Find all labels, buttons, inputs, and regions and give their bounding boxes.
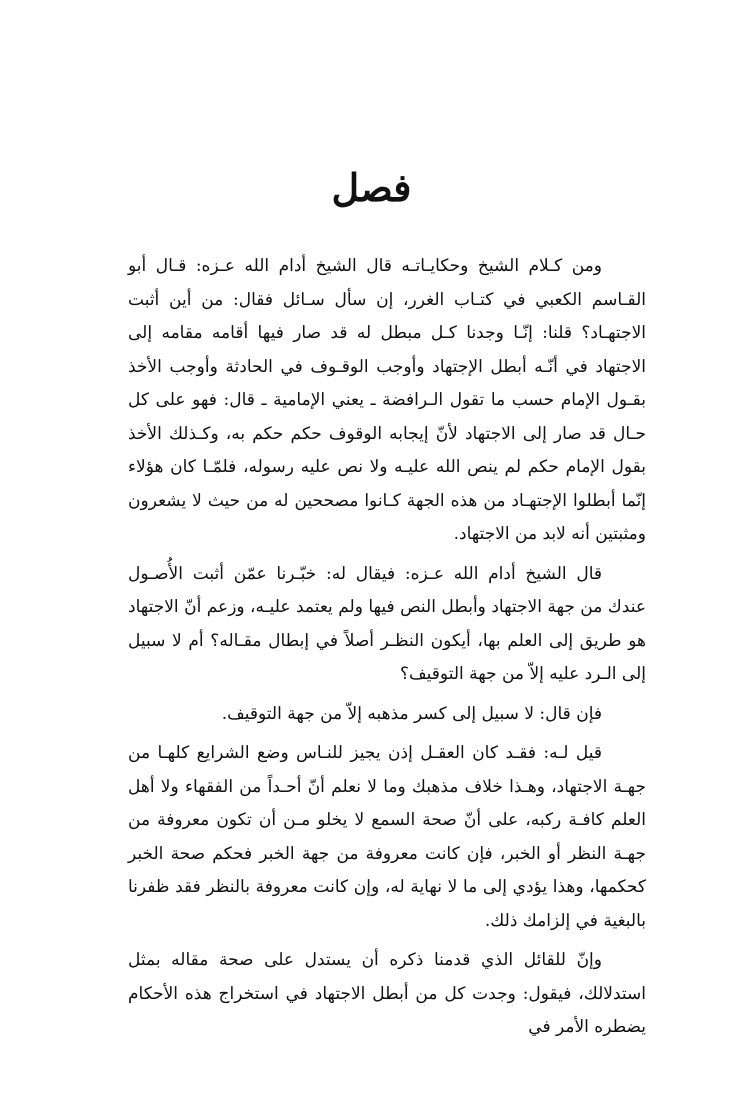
paragraph-1: ومن كـلام الشيخ وحكايـاتـه قال الشيخ أدام الله عـزه: قـال أبو القـاسم الكعبي في كتـاب الغرر، إن سأل سـائل فقال: من أين أثبت الاجتهـاد؟ قلنا: إنّـا وجدنا كـل مبطل له قد صار فيها أقامه مقامه إلى الاجتهاد في أنّـه أبطل الإجتهاد وأوجب الوقـوف في الحادثة وأوجب الأخذ بقـول الإمام حسب ما تقول الـرافضة ـ يعني الإمامية ـ قال: فهو على كل حـال قد صار إلى الاجتهاد لأنّ إيجابه الوقوف حكم حكم به، وكـذلك الأخذ بقول الإمام حكم لم ينص الله عليـه ولا نص عليه رسوله، فلمّـا كان هؤلاء إنّما أبطلوا الإجتهـاد من هذه الجهة كـانوا مصححين له من حيث لا يشعرون ومثبتين أنه لابد من الاجتهاد.	[128, 256, 647, 544]
paragraph-3: فإن قال: لا سبيل إلى كسر مذهبه إلاّ من جهة التوقيف.	[221, 703, 602, 724]
section-heading: فصل	[331, 165, 412, 210]
paragraph-2: قال الشيخ أدام الله عـزه: فيقال له: خبّـرنا عمّن أثبت الأُصـول عندك من جهة الاجتهاد وأبطل النص فيها ولم يعتمد عليـه، وزعم أنّ الاجتهاد هو طريق إلى العلم بها، أيكون النظـر أصلاً في إبطال مقـاله؟ أم لا سبيل إلى الـرد عليه إلاّ من جهة التوقيف؟	[128, 563, 646, 684]
paragraph-4: قيل لـه: فقـد كان العقـل إذن يجيز للنـاس وضع الشرايع كلهـا من جهـة الاجتهاد، وهـذا خلاف مذهبك وما لا نعلم أنّ أحـداً من الفقهاء ولا أهل العلم كافـة ركبه، على أنّ صحة السمع لا يخلو مـن أن تكون معروفة من جهـة النظر أو الخبر، فإن كانت معروفة من جهة الخبر فحكم صحة الخبر كحكمها، وهذا يؤدي إلى ما لا نهاية له، وإن كانت معروفة بالنظر فقد ظفرنا بالبغية في إلزامك ذلك.	[128, 743, 646, 931]
paragraph-5: وإنّ للقائل الذي قدمنا ذكره أن يستدل على صحة مقاله بمثل استدلالك، فيقول: وجدت كل من أبطل الاجتهاد في استخراج هذه الأحكام يضطره الأمر في	[128, 950, 646, 1037]
body-text	[128, 250, 646, 1051]
